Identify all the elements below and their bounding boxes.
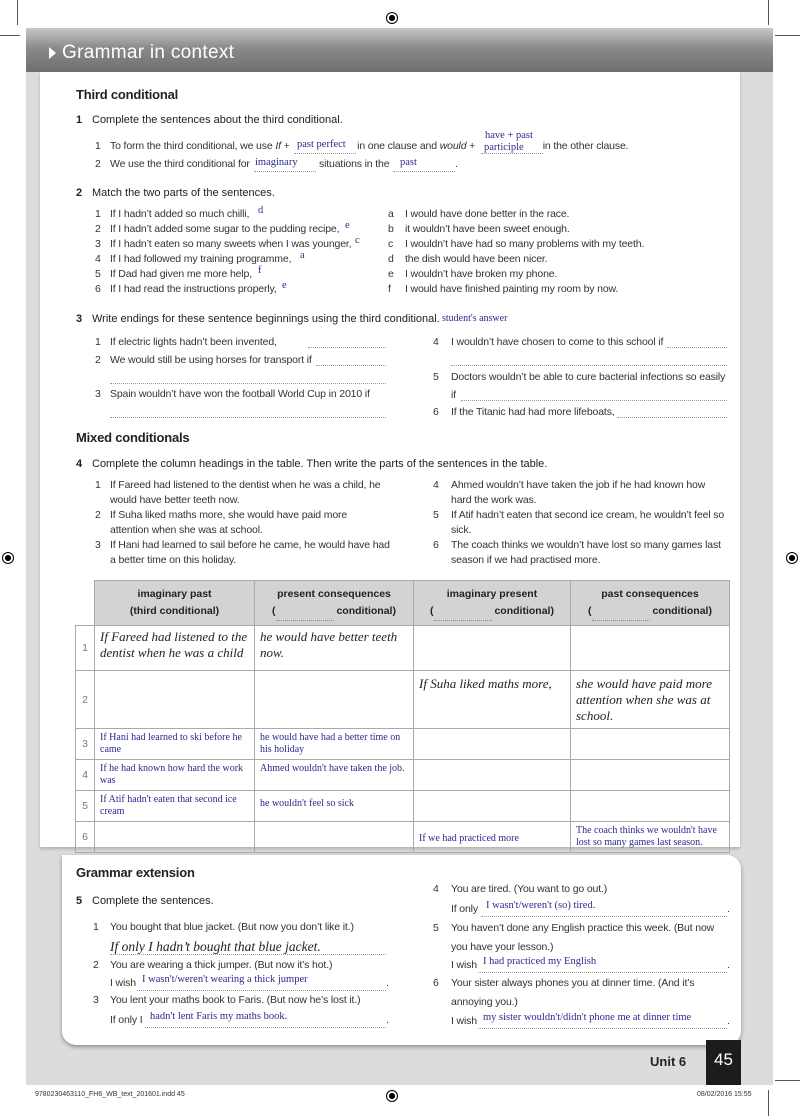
item-number: 6 [433,406,439,418]
answer-line[interactable] [254,171,316,172]
header-line [419,603,565,621]
match-answer[interactable]: e [345,220,350,231]
cell-answer [100,674,249,676]
answer-line[interactable] [478,1028,727,1029]
heading-grammar-extension: Grammar extension [76,865,195,880]
cell-answer: he would have had a better time on his holiday [260,732,401,755]
row-number: 2 [76,671,95,729]
exercise-instruction: Write endings for these sentence beginnings using the third conditional. [92,313,440,325]
crop-mark [768,0,769,25]
table-cell[interactable] [95,626,255,671]
column-header [255,581,414,626]
table-cell[interactable] [414,760,571,791]
item-text: If Fareed had listened to the dentist when he was a child, he [110,479,381,491]
table-cell[interactable] [414,671,571,729]
row-number: 6 [76,822,95,853]
header-text: conditional) [652,604,712,617]
table-header-row [76,581,730,626]
match-answer[interactable]: e [282,280,287,291]
item-number: 3 [95,388,101,400]
item-text: hard the work was. [451,494,537,506]
table-row [76,729,730,760]
item-letter: e [388,268,394,280]
heading-third-conditional: Third conditional [76,87,179,102]
text: To form the third conditional, we use [110,140,276,152]
header-text: (third conditional) [129,605,220,617]
full-stop: . [727,959,730,971]
cell-answer: If Suha liked maths more, [419,676,552,691]
text: If [275,140,281,152]
conditional-type-input[interactable] [276,603,334,621]
row-number: 4 [76,760,95,791]
exercise-instruction: Complete the column headings in the table. Then write the parts of the sentences in the table. [92,458,548,470]
paren: ( [588,604,592,617]
table-cell[interactable] [571,791,730,822]
crop-mark [0,35,20,36]
answer-participle: participle [484,142,524,153]
header-line: imaginary past [137,588,212,600]
row-number: 5 [76,791,95,822]
paren: ( [430,604,434,617]
item-number: 2 [93,959,99,971]
table-cell[interactable] [255,626,414,671]
registration-mark-icon [786,552,798,564]
item-text: If Hani had learned to sail before he came, he would have had [110,539,390,551]
item-text: Your sister always phones you at dinner time. (And it’s [451,977,695,989]
item-number: 5 [433,509,439,521]
item-letter: b [388,223,394,235]
answer-line[interactable] [667,347,727,348]
table-cell[interactable] [95,791,255,822]
item-text: I wouldn’t have had so many problems with my teeth. [405,238,645,250]
item-number: 2 [95,223,101,235]
item-text: If I had read the instructions properly, [110,283,277,295]
item-number: 2 [95,354,101,366]
column-header [571,581,730,626]
section-title: Grammar in context [62,42,235,63]
text: + [280,140,293,152]
item-text: it wouldn’t have been sweet enough. [405,223,570,235]
item-text: I wouldn’t have chosen to come to this school if [451,336,664,348]
typed-answer: I wasn't/weren't wearing a thick jumper [142,974,308,985]
item-number: 1 [95,336,101,348]
item-number: 4 [95,253,101,265]
item-text: the dish would have been nicer. [405,253,548,265]
cell-answer: If Atif hadn't eaten that second ice cream [100,794,237,817]
exercise-number: 3 [76,313,83,325]
header-line: past consequences [601,587,699,600]
item-text: We would still be using horses for transport if [110,354,312,366]
table-cell[interactable] [255,729,414,760]
item-text: If I had followed my training programme, [110,253,292,265]
item-text: You haven’t done any English practice this week. (But now [451,922,715,934]
cell-answer: If we had practiced more [419,833,519,844]
table-cell[interactable] [414,729,571,760]
header-line [576,603,724,621]
header-line [100,603,249,620]
answer-line[interactable] [110,383,386,384]
table-cell[interactable] [414,626,571,671]
cell-answer: If Hani had learned to ski before he came [100,732,242,755]
item-text: season if we had practised more. [451,554,601,566]
header-text: conditional) [336,604,396,617]
item-text: You are tired. (You want to go out.) [451,883,608,895]
conditionals-table [75,580,730,853]
item-number: 1 [95,140,101,152]
answer-line[interactable] [316,365,386,366]
item-number: 1 [95,208,101,220]
table-cell[interactable] [255,760,414,791]
page-number: 45 [706,1040,741,1085]
typed-answer: I wasn't/weren't (so) tired. [486,900,596,911]
item-text: If the Titanic had had more lifeboats, [451,406,615,418]
table-cell[interactable] [414,822,571,853]
match-answer[interactable]: a [300,250,305,261]
crop-mark [768,1090,769,1116]
full-stop: . [727,1015,730,1027]
answer-prefix: I wish [110,977,136,989]
item-text: annoying you.) [451,996,518,1008]
text: in the other clause. [539,140,629,152]
table-row [76,760,730,791]
exercise-instruction: Match the two parts of the sentences. [92,187,275,199]
answer-line[interactable] [145,1027,386,1028]
header-line: imaginary present [446,587,538,600]
item-text: If I hadn’t added so much chilli, [110,208,250,220]
item-number: 6 [433,539,439,551]
table-cell[interactable] [571,760,730,791]
answer-line[interactable] [308,347,386,348]
answer-line [481,153,543,154]
cell-answer: If Fareed had listened to the dentist when he was a child [100,629,248,660]
table-cell[interactable] [255,791,414,822]
item-number: 4 [433,883,439,895]
crop-mark [775,1080,800,1081]
answer-line[interactable] [393,171,455,172]
answer-prefix: If only [451,903,478,915]
ex1-item1-sentence [110,140,628,152]
table-cell[interactable] [95,729,255,760]
item-letter: d [388,253,394,265]
item-number: 1 [95,479,101,491]
table-cell[interactable] [255,671,414,729]
answer-imaginary: imaginary [255,157,298,168]
typed-answer: my sister wouldn't/didn't phone me at dinner time [483,1012,692,1023]
answer-line[interactable] [110,417,386,418]
item-text: You lent your maths book to Faris. (But now he’s lost it.) [110,994,361,1006]
item-text: would have better teeth now. [110,494,240,506]
row-number: 1 [76,626,95,671]
answer-line[interactable] [481,916,727,917]
item-text: attention when she was at school. [110,524,263,536]
answer-line[interactable] [451,365,727,366]
table-body [76,626,730,853]
answer-prefix: I wish [451,959,477,971]
item-letter: c [388,238,394,250]
item-number: 4 [433,479,439,491]
item-text: If Atif hadn’t eaten that second ice cream, he wouldn’t feel so [451,509,725,521]
text: situations in the [319,158,390,170]
item-text: Doctors wouldn’t be able to cure bacterial infections so easily [451,371,726,383]
item-text: Spain wouldn’t have won the football World Cup in 2010 if [110,388,370,400]
conditional-type-input[interactable] [434,603,492,621]
table-row [76,791,730,822]
conditional-type-input[interactable] [592,603,650,621]
row-number: 3 [76,729,95,760]
table-cell[interactable] [255,822,414,853]
item-text: If Suha liked maths more, she would have paid more [110,509,348,521]
item-number: 6 [95,283,101,295]
table-cell[interactable] [571,671,730,729]
answer-have-past: have + past [485,130,533,141]
paren: ( [272,604,276,617]
exercise-instruction: Complete the sentences. [92,895,214,907]
exercise-number: 2 [76,187,83,199]
column-header [414,581,571,626]
item-number: 1 [93,921,99,933]
item-text: If Dad had given me more help, [110,268,252,280]
cell-answer: If he had known how hard the work was [100,763,244,786]
crop-mark [17,0,18,25]
text: in one clause and [354,140,440,152]
item-number: 4 [433,336,439,348]
item-number: 3 [93,994,99,1006]
full-stop: . [727,903,730,915]
exercise-number: 1 [76,114,83,126]
answer-line[interactable] [461,400,727,401]
typed-answer: I had practiced my English [483,956,597,967]
item-number: 2 [95,158,101,170]
cell-answer: she would have paid more attention when she was at school. [576,676,712,723]
match-answer[interactable]: f [258,265,262,276]
item-text: if [451,389,456,401]
triangle-right-icon [49,47,56,59]
text: . [455,158,458,170]
item-text: sick. [451,524,472,536]
item-text: a better time on this holiday. [110,554,237,566]
item-letter: a [388,208,394,220]
answer-past-perfect: past perfect [297,139,346,150]
table-cell[interactable] [95,671,255,729]
item-text: The coach thinks we wouldn’t have lost so many games last [451,539,721,551]
table-cell[interactable] [95,822,255,853]
answer-line [294,153,356,154]
registration-mark-icon [386,1090,398,1102]
answer-line[interactable] [137,990,386,991]
item-text: I would have finished painting my room by now. [405,283,619,295]
answer-past: past [400,157,417,168]
item-number: 5 [433,922,439,934]
table-row [76,822,730,853]
answer-line[interactable] [478,972,727,973]
unit-label: Unit 6 [650,1054,687,1069]
item-text: Ahmed wouldn’t have taken the job if he had known how [451,479,706,491]
item-letter: f [388,283,391,295]
table-cell[interactable] [571,626,730,671]
item-number: 3 [95,539,101,551]
answer-line[interactable] [617,417,727,418]
full-stop: . [386,1014,389,1026]
cell-answer: he wouldn't feel so sick [260,798,355,809]
print-date: 08/02/2016 15:55 [697,1091,752,1098]
item-number: 6 [433,977,439,989]
item-number: 2 [95,509,101,521]
crop-mark [775,35,800,36]
heading-mixed-conditionals: Mixed conditionals [76,430,190,445]
text: We use the third conditional for [110,158,250,170]
match-answer[interactable]: c [355,235,360,246]
item-text: You are wearing a thick jumper. (But now it’s hot.) [110,959,333,971]
exercise-number: 5 [76,895,83,907]
table-cell[interactable] [95,760,255,791]
item-number: 3 [95,238,101,250]
item-text: You bought that blue jacket. (But now you don’t like it.) [110,921,354,933]
handwritten-answer: If only I hadn’t bought that blue jacket. [110,939,321,954]
header-line: present consequences [277,587,391,600]
item-text: I would have done better in the race. [405,208,570,220]
item-number: 5 [95,268,101,280]
table-row [76,626,730,671]
header-text: conditional) [494,604,554,617]
match-answer[interactable]: d [258,205,264,216]
item-text: If electric lights hadn’t been invented, [110,336,277,348]
answer-prefix: If only I [110,1014,143,1026]
cell-answer: The coach thinks we wouldn't have lost so many games last season. [576,825,717,848]
registration-mark-icon [2,552,14,564]
answer-prefix: I wish [451,1015,477,1027]
file-name: 9780230463110_FH6_WB_text_201601.indd 45 [35,1091,185,1098]
item-text: If I hadn’t added some sugar to the pudding recipe, [110,223,340,235]
exercise-instruction: Complete the sentences about the third conditional. [92,114,343,126]
exercise-number: 4 [76,458,83,470]
item-text: If I hadn’t eaten so many sweets when I was younger, [110,238,352,250]
text: + [466,140,478,152]
text: would [439,140,467,152]
cell-answer: he would have better teeth now. [260,629,398,660]
typed-answer: hadn't lent Faris my maths book. [150,1011,288,1022]
full-stop: . [386,977,389,989]
table-cell[interactable] [571,822,730,853]
table-cell[interactable] [414,791,571,822]
column-header [95,581,255,626]
item-text: you have your lesson.) [451,941,554,953]
item-number: 5 [433,371,439,383]
header-line [260,603,408,621]
answer-note: student's answer [442,313,508,324]
corner-cell [76,581,95,626]
item-text: I wouldn’t have broken my phone. [405,268,558,280]
registration-mark-icon [386,12,398,24]
cell-answer: Ahmed wouldn't have taken the job. [260,763,405,774]
cell-answer [260,674,408,676]
table-cell[interactable] [571,729,730,760]
table-row [76,671,730,729]
